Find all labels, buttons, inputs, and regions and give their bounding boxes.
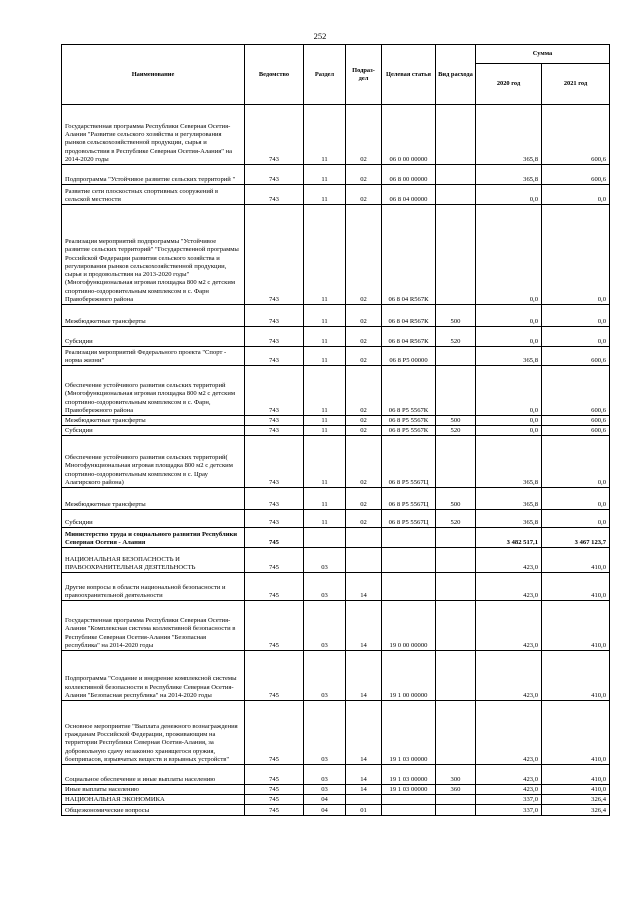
cell-expense [436, 805, 476, 816]
cell-target: 06 8 P5 5567К [382, 366, 436, 416]
cell-subsection: 14 [346, 701, 382, 765]
cell-2020: 423,0 [476, 573, 542, 601]
table-body [62, 105, 610, 816]
cell-subsection [346, 795, 382, 805]
cell-2021: 0,0 [542, 510, 610, 528]
cell-expense [436, 601, 476, 651]
cell-target: 19 1 03 00000 [382, 785, 436, 795]
cell-section: 11 [304, 327, 346, 347]
cell-2021: 410,0 [542, 701, 610, 765]
cell-name: Общеэкономические вопросы [62, 805, 245, 816]
cell-subsection [346, 548, 382, 573]
cell-ministry: 743 [245, 185, 304, 205]
cell-2020: 365,8 [476, 165, 542, 185]
cell-ministry: 743 [245, 165, 304, 185]
cell-expense: 520 [436, 510, 476, 528]
cell-2020: 0,0 [476, 205, 542, 305]
cell-target: 06 8 P5 5567К [382, 426, 436, 436]
header-2020: 2020 год [476, 64, 542, 105]
cell-2021: 3 467 123,7 [542, 528, 610, 548]
cell-2020: 3 482 517,1 [476, 528, 542, 548]
table-row [62, 165, 610, 185]
cell-expense [436, 573, 476, 601]
cell-subsection: 14 [346, 601, 382, 651]
table-row [62, 651, 610, 701]
cell-target: 06 8 P5 5567Ц [382, 436, 436, 488]
cell-ministry: 745 [245, 795, 304, 805]
cell-expense [436, 436, 476, 488]
cell-expense: 500 [436, 305, 476, 327]
cell-target [382, 805, 436, 816]
cell-subsection [346, 528, 382, 548]
cell-expense: 500 [436, 416, 476, 426]
cell-ministry: 745 [245, 765, 304, 785]
cell-ministry: 745 [245, 785, 304, 795]
cell-target: 06 8 P5 5567Ц [382, 510, 436, 528]
cell-name: Основное мероприятие "Выплата денежного вознаграждения гражданам Российской Федерации, проживающим на территории Республики Северная Осетия-Алания, за добровольную сдачу незаконно хранящегося оружия, боеприпасов, взрывчатых веществ и взрывных устройств" [62, 701, 245, 765]
cell-section: 03 [304, 548, 346, 573]
cell-subsection: 02 [346, 305, 382, 327]
cell-name: Министерство труда и социального развития Республики Северная Осетия - Алания [62, 528, 245, 548]
cell-section: 11 [304, 436, 346, 488]
cell-name: Реализация мероприятий подпрограммы "Устойчивое развитие сельских территорий" "Государственной программы Российской Федерации развития сельского хозяйства и регулирования рынков сельскохозяйственной продукции, сырья и продовольствия на 2013-2020 годы" (Многофункциональная игровая площадка 800 м2 с детским спортивно-оздоровительным комплексом в с. Фарн Правобережного района [62, 205, 245, 305]
cell-expense [436, 205, 476, 305]
cell-subsection: 02 [346, 327, 382, 347]
cell-expense: 300 [436, 765, 476, 785]
cell-section: 03 [304, 651, 346, 701]
cell-name: НАЦИОНАЛЬНАЯ БЕЗОПАСНОСТЬ И ПРАВООХРАНИТЕЛЬНАЯ ДЕЯТЕЛЬНОСТЬ [62, 548, 245, 573]
cell-expense [436, 701, 476, 765]
cell-target: 19 0 00 00000 [382, 601, 436, 651]
cell-section: 04 [304, 795, 346, 805]
table-row [62, 795, 610, 805]
cell-2020: 423,0 [476, 765, 542, 785]
cell-expense: 360 [436, 785, 476, 795]
cell-name: Государственная программа Республики Северная Осетия-Алания "Комплексная система коллективной безопасности в Республике Северная Осетия-Алания "Безопасная республика" на 2014-2020 годы [62, 601, 245, 651]
cell-name: Социальное обеспечение и иные выплаты населению [62, 765, 245, 785]
cell-target: 06 8 P5 5567К [382, 416, 436, 426]
cell-expense [436, 795, 476, 805]
table-row [62, 366, 610, 416]
cell-target [382, 795, 436, 805]
cell-2020: 365,8 [476, 510, 542, 528]
cell-target: 19 1 03 00000 [382, 701, 436, 765]
cell-expense [436, 528, 476, 548]
cell-2021: 0,0 [542, 205, 610, 305]
cell-section: 11 [304, 416, 346, 426]
cell-2020: 0,0 [476, 366, 542, 416]
cell-section: 11 [304, 366, 346, 416]
cell-target [382, 528, 436, 548]
cell-2020: 423,0 [476, 601, 542, 651]
cell-expense [436, 548, 476, 573]
cell-expense [436, 347, 476, 366]
cell-2020: 423,0 [476, 651, 542, 701]
cell-subsection: 14 [346, 765, 382, 785]
cell-section: 03 [304, 601, 346, 651]
cell-section: 11 [304, 105, 346, 165]
table-row [62, 105, 610, 165]
cell-2020: 337,0 [476, 795, 542, 805]
cell-2021: 326,4 [542, 795, 610, 805]
cell-target: 19 1 00 00000 [382, 651, 436, 701]
cell-target: 06 8 P5 5567Ц [382, 488, 436, 510]
cell-subsection: 02 [346, 105, 382, 165]
cell-ministry: 743 [245, 416, 304, 426]
cell-expense [436, 105, 476, 165]
cell-subsection: 02 [346, 488, 382, 510]
cell-name: Иные выплаты населению [62, 785, 245, 795]
cell-2021: 410,0 [542, 765, 610, 785]
cell-name: Другие вопросы в области национальной безопасности и правоохранительной деятельности [62, 573, 245, 601]
cell-subsection: 14 [346, 651, 382, 701]
cell-2021: 0,0 [542, 488, 610, 510]
cell-2021: 0,0 [542, 185, 610, 205]
table-row [62, 548, 610, 573]
cell-2020: 0,0 [476, 185, 542, 205]
cell-name: Межбюджетные трансферты [62, 416, 245, 426]
cell-2020: 423,0 [476, 701, 542, 765]
table-row [62, 347, 610, 366]
cell-subsection: 01 [346, 805, 382, 816]
table-row [62, 426, 610, 436]
table-row [62, 765, 610, 785]
cell-section: 03 [304, 765, 346, 785]
cell-2020: 365,8 [476, 436, 542, 488]
cell-target: 06 0 00 00000 [382, 105, 436, 165]
table-row [62, 305, 610, 327]
cell-2020: 0,0 [476, 426, 542, 436]
header-expense: Вид расхода [436, 45, 476, 105]
table-row [62, 805, 610, 816]
cell-ministry: 745 [245, 701, 304, 765]
cell-2021: 600,6 [542, 105, 610, 165]
cell-2021: 600,6 [542, 347, 610, 366]
table-row [62, 528, 610, 548]
cell-section: 11 [304, 426, 346, 436]
cell-2021: 0,0 [542, 327, 610, 347]
cell-expense [436, 185, 476, 205]
cell-expense: 500 [436, 488, 476, 510]
cell-2020: 337,0 [476, 805, 542, 816]
header-ministry: Ведомство [245, 45, 304, 105]
cell-2021: 600,6 [542, 426, 610, 436]
cell-expense: 520 [436, 327, 476, 347]
cell-expense [436, 651, 476, 701]
cell-name: Межбюджетные трансферты [62, 305, 245, 327]
cell-section: 11 [304, 305, 346, 327]
cell-expense [436, 165, 476, 185]
cell-2021: 410,0 [542, 651, 610, 701]
cell-subsection: 02 [346, 366, 382, 416]
cell-name: Развитие сети плоскостных спортивных сооружений в сельской местности [62, 185, 245, 205]
cell-2020: 365,8 [476, 105, 542, 165]
cell-section: 11 [304, 165, 346, 185]
cell-2021: 410,0 [542, 573, 610, 601]
cell-subsection: 02 [346, 205, 382, 305]
cell-2020: 423,0 [476, 548, 542, 573]
header-subsection: Подраз-дел [346, 45, 382, 105]
cell-ministry: 743 [245, 347, 304, 366]
cell-name: Реализация мероприятий Федерального проекта "Спорт - норма жизни" [62, 347, 245, 366]
cell-subsection: 02 [346, 426, 382, 436]
cell-2020: 365,8 [476, 488, 542, 510]
cell-section: 11 [304, 510, 346, 528]
table-row [62, 701, 610, 765]
cell-target: 06 8 P5 00000 [382, 347, 436, 366]
cell-2020: 0,0 [476, 327, 542, 347]
cell-2021: 410,0 [542, 548, 610, 573]
cell-section: 11 [304, 205, 346, 305]
cell-section: 11 [304, 488, 346, 510]
cell-ministry: 743 [245, 426, 304, 436]
cell-subsection: 02 [346, 165, 382, 185]
cell-ministry: 745 [245, 651, 304, 701]
cell-ministry: 745 [245, 601, 304, 651]
header-section: Раздел [304, 45, 346, 105]
cell-name: Подпрограмма "Устойчивое развитие сельских территорий " [62, 165, 245, 185]
cell-ministry: 745 [245, 528, 304, 548]
cell-name: Субсидии [62, 510, 245, 528]
cell-subsection: 02 [346, 510, 382, 528]
cell-name: Межбюджетные трансферты [62, 488, 245, 510]
cell-ministry: 743 [245, 105, 304, 165]
table-row [62, 573, 610, 601]
cell-2021: 326,4 [542, 805, 610, 816]
cell-target [382, 573, 436, 601]
cell-ministry: 745 [245, 573, 304, 601]
cell-subsection: 02 [346, 185, 382, 205]
cell-2020: 423,0 [476, 785, 542, 795]
cell-target [382, 548, 436, 573]
cell-2021: 410,0 [542, 601, 610, 651]
header-target: Целевая статья [382, 45, 436, 105]
cell-ministry: 743 [245, 436, 304, 488]
cell-2020: 365,8 [476, 347, 542, 366]
cell-2020: 0,0 [476, 416, 542, 426]
cell-name: Обеспечение устойчивого развития сельских территорий( Многофункциональная игровая площадка 800 м2 с детским спортивно-оздоровительным комплексом в с. Црау Алагирского района) [62, 436, 245, 488]
header-name: Наименование [62, 45, 245, 105]
cell-name: Обеспечение устойчивого развития сельских территорий (Многофункциональная игровая площадка 800 м2 с детским спортивно-оздоровительным комплексом в с. Фарн, Правобережного района [62, 366, 245, 416]
table-row [62, 785, 610, 795]
cell-subsection: 02 [346, 347, 382, 366]
cell-2021: 410,0 [542, 785, 610, 795]
cell-expense [436, 366, 476, 416]
cell-target: 19 1 03 00000 [382, 765, 436, 785]
cell-section: 03 [304, 573, 346, 601]
cell-subsection: 14 [346, 573, 382, 601]
cell-ministry: 743 [245, 327, 304, 347]
header-sum: Сумма [476, 45, 610, 64]
cell-ministry: 743 [245, 510, 304, 528]
cell-target: 06 8 04 R567К [382, 205, 436, 305]
cell-target: 06 8 04 00000 [382, 185, 436, 205]
cell-2021: 600,6 [542, 416, 610, 426]
table-row [62, 510, 610, 528]
cell-2020: 0,0 [476, 305, 542, 327]
cell-2021: 600,6 [542, 165, 610, 185]
table-row [62, 185, 610, 205]
cell-name: Субсидии [62, 426, 245, 436]
table-row [62, 601, 610, 651]
cell-subsection: 02 [346, 416, 382, 426]
cell-2021: 0,0 [542, 436, 610, 488]
cell-name: Субсидии [62, 327, 245, 347]
cell-name: Подпрограмма "Создание и внедрение комплексной системы коллективной безопасности в Республике Северная Осетия-Алания "Безопасная республика" на 2014-2020 годы [62, 651, 245, 701]
cell-section: 11 [304, 185, 346, 205]
cell-ministry: 743 [245, 488, 304, 510]
budget-table [61, 44, 610, 816]
cell-section [304, 528, 346, 548]
page-number: 252 [313, 31, 327, 41]
cell-subsection: 02 [346, 436, 382, 488]
table-row [62, 436, 610, 488]
table-row [62, 488, 610, 510]
cell-2021: 0,0 [542, 305, 610, 327]
cell-ministry: 743 [245, 205, 304, 305]
table-row [62, 205, 610, 305]
table-row [62, 327, 610, 347]
cell-expense: 520 [436, 426, 476, 436]
header-2021: 2021 год [542, 64, 610, 105]
cell-ministry: 743 [245, 366, 304, 416]
cell-section: 03 [304, 785, 346, 795]
cell-subsection: 14 [346, 785, 382, 795]
cell-target: 06 8 04 R567К [382, 327, 436, 347]
cell-target: 06 8 04 R567К [382, 305, 436, 327]
cell-target: 06 8 00 00000 [382, 165, 436, 185]
cell-ministry: 745 [245, 805, 304, 816]
cell-section: 03 [304, 701, 346, 765]
table-row [62, 416, 610, 426]
cell-name: НАЦИОНАЛЬНАЯ ЭКОНОМИКА [62, 795, 245, 805]
cell-section: 04 [304, 805, 346, 816]
cell-section: 11 [304, 347, 346, 366]
cell-ministry: 745 [245, 548, 304, 573]
cell-name: Государственная программа Республики Северная Осетия-Алания "Развитие сельского хозяйства и регулирования рынков сельскохозяйственной продукции, сырья и продовольствия в Республике Северная Осетия-Алания" на 2014-2020 годы [62, 105, 245, 165]
cell-2021: 600,6 [542, 366, 610, 416]
cell-ministry: 743 [245, 305, 304, 327]
